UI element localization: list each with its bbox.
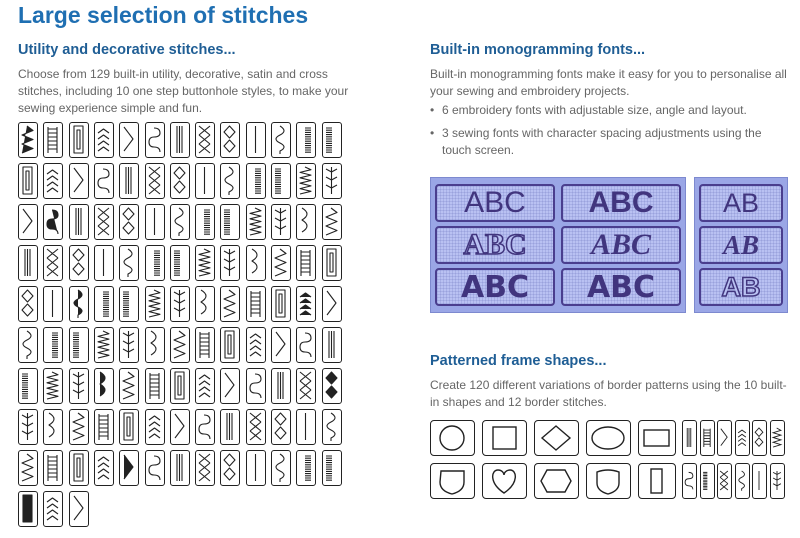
stitch-icon	[271, 245, 291, 281]
stitch-icon	[94, 368, 114, 404]
frame-diamond	[534, 420, 579, 456]
stitch-icon	[322, 286, 342, 322]
stitch-icon	[119, 450, 139, 486]
stitch-icon	[69, 491, 89, 527]
stitch-icon	[43, 409, 63, 445]
stitch-icon	[322, 327, 342, 363]
stitch-icon	[145, 286, 165, 322]
frame-hexagon	[534, 463, 579, 499]
stitch-icon	[18, 122, 38, 158]
border-stitch-icon	[682, 463, 697, 499]
stitch-icon	[119, 409, 139, 445]
frame-circle	[430, 420, 475, 456]
stitch-icon	[271, 286, 291, 322]
page-title: Large selection of stitches	[18, 2, 309, 28]
stitch-icon	[119, 122, 139, 158]
stitch-icon	[170, 450, 190, 486]
stitch-icon	[145, 122, 165, 158]
embroidery-font-screen	[430, 177, 686, 313]
stitch-icon	[195, 409, 215, 445]
font-sample-bold: ABC	[561, 184, 681, 222]
stitch-icon	[296, 204, 316, 240]
font-sample-script: ABC	[561, 226, 681, 264]
stitch-icon	[69, 286, 89, 322]
stitch-icon	[220, 245, 240, 281]
stitch-icon	[94, 245, 114, 281]
fonts-description: Built-in monogramming fonts make it easy for you to personalise all your sewing and embroidery projects.	[430, 67, 787, 98]
frame-crest	[586, 463, 631, 499]
stitch-icon	[296, 368, 316, 404]
stitch-icon	[296, 409, 316, 445]
stitch-icon	[69, 163, 89, 199]
frame-square	[482, 420, 527, 456]
stitch-icon	[170, 245, 190, 281]
stitch-icon	[94, 204, 114, 240]
border-stitch-icon	[700, 420, 715, 456]
stitch-icon	[220, 204, 240, 240]
stitch-icon	[43, 204, 63, 240]
stitch-icon	[246, 409, 266, 445]
stitch-icon	[43, 491, 63, 527]
stitch-icon	[43, 122, 63, 158]
stitch-icon	[220, 327, 240, 363]
fonts-bullet-sewing: • 3 sewing fonts with character spacing adjustments using the touch screen.	[430, 125, 790, 159]
stitch-icon	[119, 286, 139, 322]
stitch-icon	[43, 286, 63, 322]
stitch-icon	[69, 368, 89, 404]
border-stitch-icon	[717, 463, 732, 499]
stitch-icon	[43, 450, 63, 486]
stitch-icon	[322, 409, 342, 445]
frame-tall-rectangle	[638, 463, 676, 499]
border-stitch-icon	[682, 420, 697, 456]
stitch-icon	[170, 327, 190, 363]
stitch-icon	[195, 368, 215, 404]
stitch-icon	[18, 450, 38, 486]
stitch-icon	[119, 368, 139, 404]
stitch-icon	[18, 327, 38, 363]
stitch-icon	[322, 204, 342, 240]
frame-rectangle	[638, 420, 676, 456]
stitch-icon	[296, 122, 316, 158]
stitch-icon	[271, 204, 291, 240]
stitch-icon	[145, 450, 165, 486]
stitch-icon	[322, 245, 342, 281]
stitch-icon	[296, 450, 316, 486]
stitch-icon	[246, 122, 266, 158]
stitch-icon	[322, 163, 342, 199]
stitch-icon	[322, 450, 342, 486]
stitch-icon	[246, 204, 266, 240]
stitch-icon	[18, 491, 38, 527]
frame-heart	[482, 463, 527, 499]
stitch-icon	[322, 122, 342, 158]
stitch-icon	[271, 450, 291, 486]
stitch-icon	[145, 163, 165, 199]
stitch-icon	[170, 368, 190, 404]
stitch-icon	[94, 122, 114, 158]
stitch-icon	[94, 286, 114, 322]
stitch-icon	[195, 204, 215, 240]
stitch-icon	[170, 122, 190, 158]
stitch-icon	[246, 368, 266, 404]
fonts-bullet-embroidery: • 6 embroidery fonts with adjustable size, angle and layout.	[430, 102, 790, 119]
utility-description: Choose from 129 built-in utility, decorative, satin and cross stitches, including 10 one step buttonhole styles, to make your sewing experience simple and fun.	[18, 67, 349, 115]
stitch-icon	[220, 122, 240, 158]
stitch-icon	[145, 245, 165, 281]
stitch-icon	[195, 327, 215, 363]
stitch-icon	[94, 327, 114, 363]
border-stitch-icon	[752, 420, 767, 456]
stitch-icon	[271, 368, 291, 404]
stitch-icon	[69, 327, 89, 363]
sewing-font-screen	[694, 177, 788, 313]
stitch-icon	[322, 368, 342, 404]
stitch-icon	[18, 409, 38, 445]
stitch-icon	[119, 327, 139, 363]
stitch-icon	[220, 163, 240, 199]
stitch-icon	[69, 245, 89, 281]
stitch-icon	[119, 204, 139, 240]
stitch-icon	[119, 245, 139, 281]
border-stitch-icon	[735, 463, 750, 499]
stitch-icon	[69, 204, 89, 240]
stitch-icon	[170, 409, 190, 445]
stitch-icon	[18, 368, 38, 404]
stitch-icon	[195, 163, 215, 199]
utility-heading: Utility and decorative stitches...	[18, 42, 236, 58]
stitch-icon	[296, 163, 316, 199]
stitch-icon	[69, 450, 89, 486]
stitch-icon	[145, 327, 165, 363]
font-sample-rounded: ABC	[561, 268, 681, 306]
stitch-icon	[43, 368, 63, 404]
stitch-icon	[220, 368, 240, 404]
stitch-icon	[170, 204, 190, 240]
stitch-icon	[195, 245, 215, 281]
font-sample-heavy: ABC	[435, 268, 555, 306]
stitch-icon	[119, 163, 139, 199]
stitch-icon	[271, 409, 291, 445]
stitch-icon	[170, 286, 190, 322]
frame-oval	[586, 420, 631, 456]
border-stitch-icon	[752, 463, 767, 499]
stitch-icon	[145, 204, 165, 240]
stitch-icon	[43, 163, 63, 199]
stitch-icon	[220, 286, 240, 322]
stitch-icon	[271, 163, 291, 199]
stitch-icon	[220, 450, 240, 486]
stitch-icon	[246, 286, 266, 322]
border-stitch-icon	[717, 420, 732, 456]
stitch-icon	[170, 163, 190, 199]
frames-description: Create 120 different variations of border patterns using the 10 built-in shapes and 12 border stitches.	[430, 378, 787, 409]
border-stitch-icon	[700, 463, 715, 499]
stitch-icon	[18, 245, 38, 281]
fonts-heading: Built-in monogramming fonts...	[430, 42, 646, 58]
stitch-icon	[220, 409, 240, 445]
stitch-icon	[195, 286, 215, 322]
border-stitch-icon	[770, 420, 785, 456]
border-stitch-icon	[770, 463, 785, 499]
stitch-icon	[69, 409, 89, 445]
frame-shield	[430, 463, 475, 499]
sewing-font-sample-1: AB	[699, 184, 783, 222]
stitch-icon	[145, 368, 165, 404]
stitch-icon	[271, 327, 291, 363]
stitch-icon	[43, 327, 63, 363]
stitch-icon	[94, 163, 114, 199]
stitch-icon	[145, 409, 165, 445]
border-stitch-icon	[735, 420, 750, 456]
frames-heading: Patterned frame shapes...	[430, 353, 607, 369]
stitch-icon	[246, 327, 266, 363]
stitch-icon	[18, 163, 38, 199]
stitch-icon	[246, 450, 266, 486]
stitch-icon	[296, 245, 316, 281]
stitch-icon	[296, 327, 316, 363]
stitch-icon	[296, 286, 316, 322]
sewing-font-sample-3: AB	[699, 268, 783, 306]
stitch-icon	[94, 450, 114, 486]
stitch-icon	[195, 122, 215, 158]
fonts-bullet-list	[430, 102, 790, 165]
stitch-icon	[271, 122, 291, 158]
sewing-font-sample-2: AB	[699, 226, 783, 264]
stitch-icon	[195, 450, 215, 486]
stitch-icon	[18, 204, 38, 240]
stitch-icon	[246, 163, 266, 199]
stitch-icon	[94, 409, 114, 445]
stitch-icon	[69, 122, 89, 158]
stitch-icon	[18, 286, 38, 322]
stitch-icon	[246, 245, 266, 281]
font-sample-outline: ABC	[435, 226, 555, 264]
stitch-icon	[43, 245, 63, 281]
font-sample-sans: ABC	[435, 184, 555, 222]
